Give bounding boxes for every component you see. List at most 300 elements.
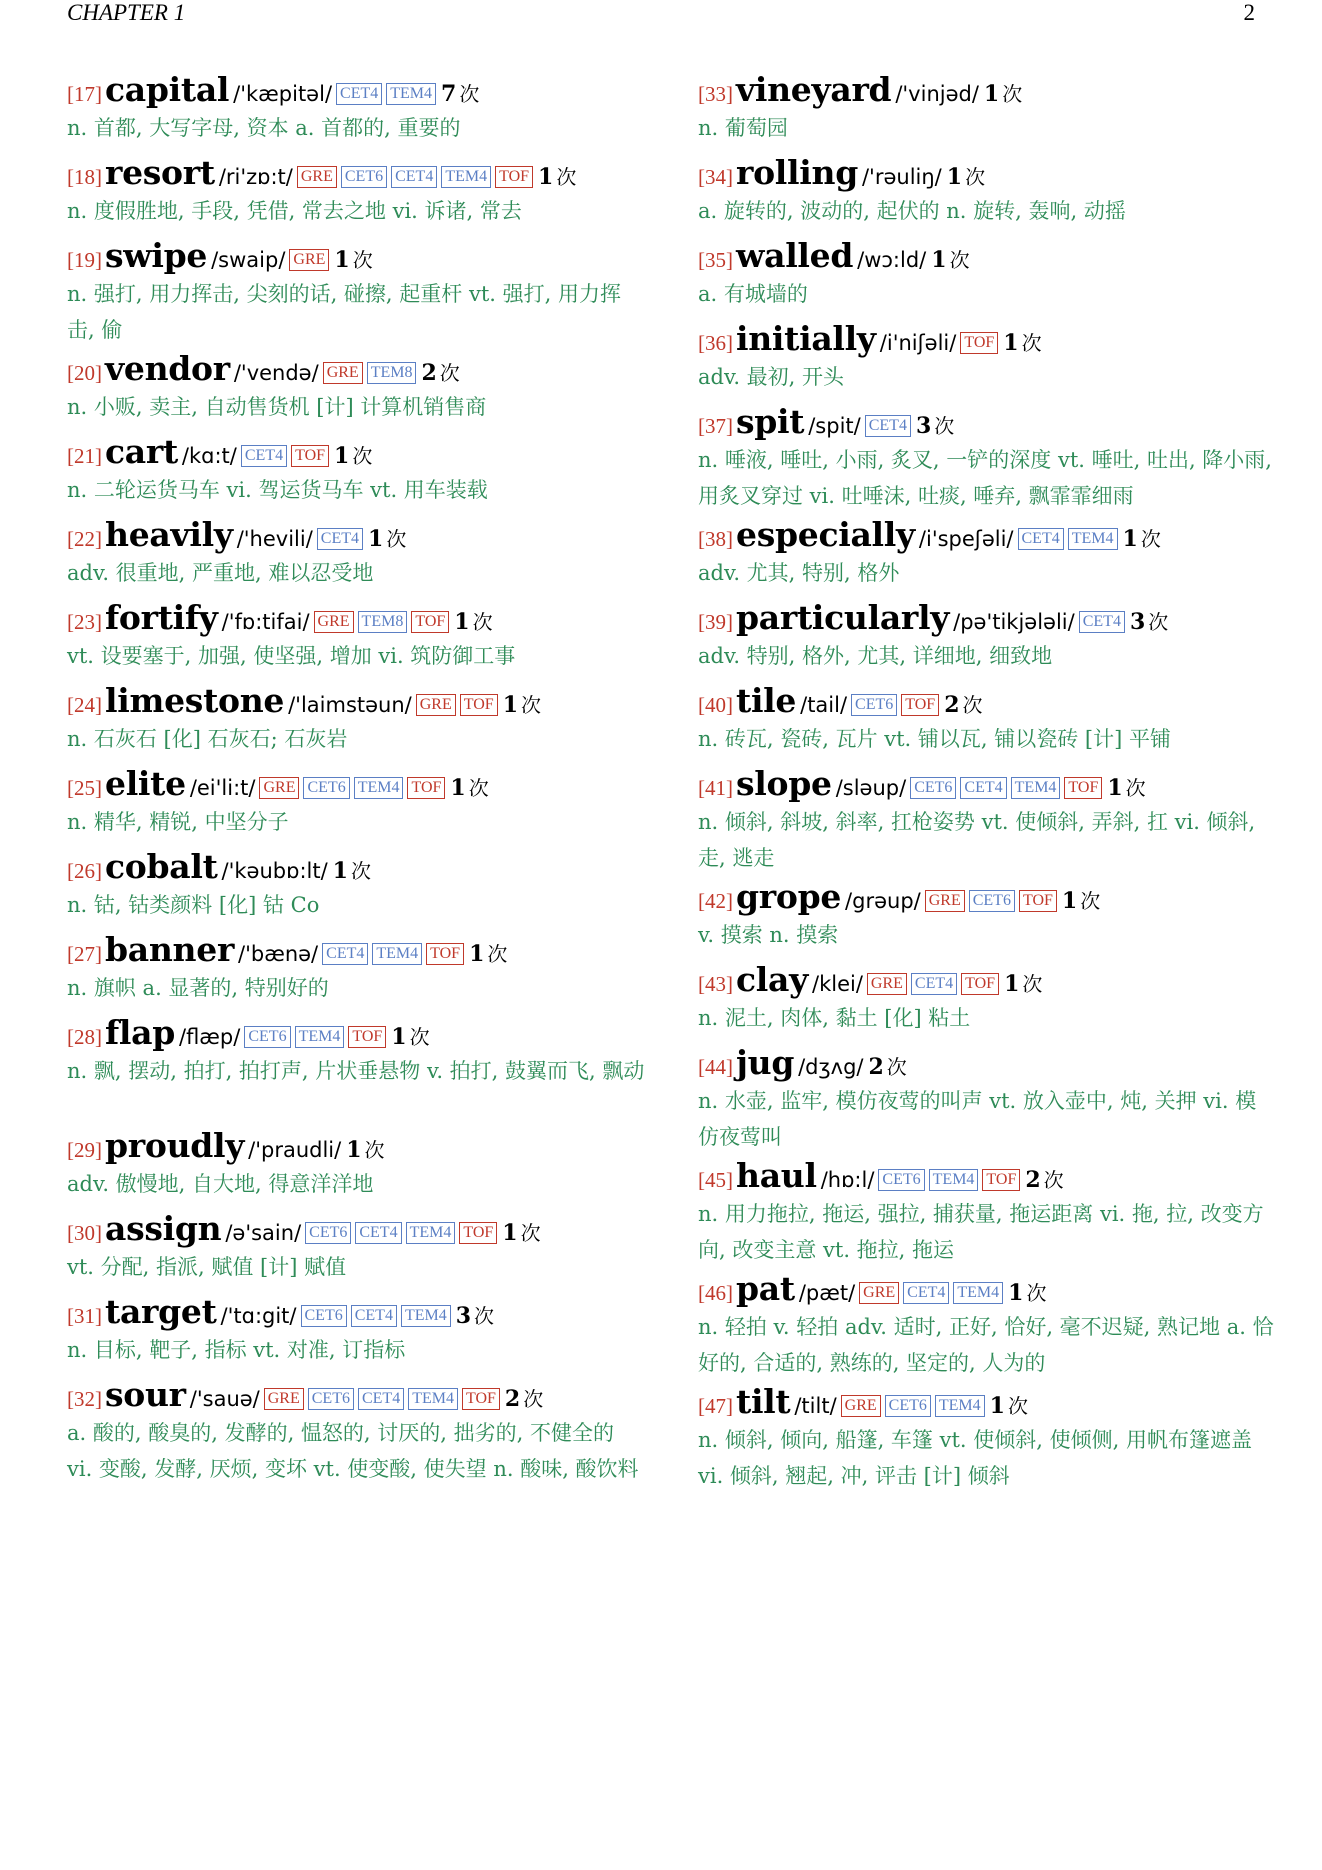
entry-definition: n. 倾斜, 倾向, 船篷, 车篷 vt. 使倾斜, 使倾侧, 用帆布篷遮盖 vi. 倾斜, 翘起, 冲, 评击 [计] 倾斜 xyxy=(698,1428,1252,1488)
vocab-entry xyxy=(698,764,1276,877)
exam-tag-badge: CET4 xyxy=(1018,528,1064,550)
exam-tag-badge: GRE xyxy=(289,249,329,271)
entry-count: 2 xyxy=(504,1386,521,1412)
entry-phonetic: /'kəubɒ:lt/ xyxy=(221,859,328,883)
vocab-entry xyxy=(698,1269,1276,1382)
entry-count: 2 xyxy=(1025,1167,1041,1193)
vocab-entry xyxy=(698,598,1276,681)
entry-index: [39] xyxy=(698,610,733,634)
times-label: 次 xyxy=(962,693,983,717)
vocab-entry xyxy=(67,153,645,236)
entry-index: [34] xyxy=(698,165,733,189)
times-label: 次 xyxy=(409,1025,430,1049)
entry-definition: n. 泥土, 肉体, 黏土 [化] 粘土 xyxy=(698,1006,971,1030)
exam-tag-badge: CET6 xyxy=(878,1169,924,1191)
vocab-entry xyxy=(67,764,645,847)
entry-count: 1 xyxy=(989,1393,1005,1419)
entry-phonetic: /'sauə/ xyxy=(189,1387,260,1411)
times-label: 次 xyxy=(1002,82,1023,106)
entry-phonetic: /'laimstəun/ xyxy=(288,693,412,717)
entry-definition: adv. 特别, 格外, 尤其, 详细地, 细致地 xyxy=(698,644,1053,668)
vocab-entry xyxy=(67,70,645,153)
entry-count: 1 xyxy=(502,692,518,718)
entry-definition: n. 砖瓦, 瓷砖, 瓦片 vt. 铺以瓦, 铺以瓷砖 [计] 平铺 xyxy=(698,727,1171,751)
entry-word: spit xyxy=(736,402,805,441)
times-label: 次 xyxy=(965,165,986,189)
exam-tag-badge: TEM4 xyxy=(401,1305,451,1327)
times-label: 次 xyxy=(520,1221,541,1245)
exam-tag-badge: TEM4 xyxy=(929,1169,979,1191)
entry-headline xyxy=(67,598,645,638)
exam-tag-badge: TOF xyxy=(407,777,445,799)
entry-index: [27] xyxy=(67,942,102,966)
exam-tag-badge: TOF xyxy=(460,694,498,716)
exam-tag-badge: TOF xyxy=(291,445,329,467)
entry-count: 1 xyxy=(334,443,350,469)
entry-phonetic: /klei/ xyxy=(812,972,863,996)
exam-tag-badge: TEM4 xyxy=(295,1026,345,1048)
entry-count: 1 xyxy=(469,941,485,967)
times-label: 次 xyxy=(523,1387,544,1411)
entry-count: 1 xyxy=(983,81,1000,107)
vocab-entry xyxy=(67,847,645,930)
exam-tag-badge: CET6 xyxy=(301,1305,347,1327)
exam-tag-badge: TEM4 xyxy=(406,1222,456,1244)
exam-tag-badge: TOF xyxy=(348,1026,386,1048)
entry-index: [41] xyxy=(698,776,733,800)
entry-index: [29] xyxy=(67,1138,102,1162)
entry-word: sour xyxy=(105,1375,186,1414)
vocab-entry xyxy=(67,432,645,515)
entry-phonetic: /grəup/ xyxy=(845,889,921,913)
entry-index: [43] xyxy=(698,972,733,996)
exam-tag-badge: TEM8 xyxy=(358,611,408,633)
entry-phonetic: /'praudli/ xyxy=(248,1138,342,1162)
exam-tag-badge: TEM4 xyxy=(1068,528,1118,550)
exam-tag-badge: CET6 xyxy=(851,694,897,716)
entry-word: tile xyxy=(736,681,797,720)
entry-definition: adv. 尤其, 特别, 格外 xyxy=(698,561,900,585)
entry-index: [38] xyxy=(698,527,733,551)
exam-tag-badge: CET4 xyxy=(903,1282,949,1304)
entry-word: jug xyxy=(736,1043,795,1082)
entry-index: [31] xyxy=(67,1304,102,1328)
entry-phonetic: /'bænə/ xyxy=(238,942,319,966)
entry-headline xyxy=(698,764,1276,804)
entry-count: 2 xyxy=(944,692,960,718)
exam-tag-badge: CET6 xyxy=(308,1388,354,1410)
vocab-entry xyxy=(698,402,1276,515)
entry-definition: n. 度假胜地, 手段, 凭借, 常去之地 vi. 诉诸, 常去 xyxy=(67,199,522,223)
entry-word: walled xyxy=(736,236,854,275)
entry-definition: adv. 很重地, 严重地, 难以忍受地 xyxy=(67,561,374,585)
vocab-entry xyxy=(698,681,1276,764)
exam-tag-badge: TOF xyxy=(426,943,464,965)
entry-headline xyxy=(67,153,645,193)
entry-word: initially xyxy=(736,319,876,358)
entry-phonetic: /'fɒ:tifai/ xyxy=(221,610,310,634)
entry-index: [32] xyxy=(67,1387,102,1411)
exam-tag-badge: TEM4 xyxy=(441,166,491,188)
entry-headline xyxy=(698,1043,1276,1083)
entry-headline xyxy=(67,930,645,970)
entry-headline xyxy=(698,1156,1276,1196)
entry-headline xyxy=(698,1382,1276,1422)
vocab-entry xyxy=(698,153,1276,236)
times-label: 次 xyxy=(487,942,508,966)
exam-tag-badge: CET6 xyxy=(244,1026,290,1048)
times-label: 次 xyxy=(1007,1394,1028,1418)
entry-phonetic: /ri'zɒ:t/ xyxy=(218,165,293,189)
vocab-entry xyxy=(698,515,1276,598)
exam-tag-badge: TOF xyxy=(901,694,939,716)
entry-word: tilt xyxy=(736,1382,791,1421)
times-label: 次 xyxy=(459,82,480,106)
entry-definition: n. 精华, 精锐, 中坚分子 xyxy=(67,810,289,834)
vocab-entry xyxy=(698,70,1276,153)
exam-tag-badge: TEM8 xyxy=(367,362,417,384)
entry-word: elite xyxy=(105,764,186,803)
exam-tag-badge: GRE xyxy=(259,777,299,799)
entry-index: [47] xyxy=(698,1394,733,1418)
entry-word: vendor xyxy=(105,349,230,388)
entry-index: [18] xyxy=(67,165,102,189)
exam-tag-badge: GRE xyxy=(925,890,965,912)
vocab-entry xyxy=(67,1013,645,1126)
exam-tag-badge: TOF xyxy=(960,332,998,354)
entry-headline xyxy=(67,349,645,389)
exam-tag-badge: TEM4 xyxy=(408,1388,458,1410)
entry-count: 1 xyxy=(332,858,348,884)
entry-headline xyxy=(698,877,1276,917)
entry-index: [17] xyxy=(67,82,102,106)
entry-index: [35] xyxy=(698,248,733,272)
entry-word: assign xyxy=(105,1209,222,1248)
exam-tag-badge: GRE xyxy=(323,362,363,384)
entry-headline xyxy=(67,681,645,721)
entry-definition: n. 轻拍 v. 轻拍 adv. 适时, 正好, 恰好, 毫不迟疑, 熟记地 a. 恰好的, 合适的, 熟练的, 坚定的, 人为的 xyxy=(698,1315,1274,1375)
exam-tag-badge: TOF xyxy=(961,973,999,995)
entry-word: slope xyxy=(736,764,832,803)
exam-tag-badge: GRE xyxy=(314,611,354,633)
entry-index: [21] xyxy=(67,444,102,468)
entry-index: [37] xyxy=(698,414,733,438)
entry-headline xyxy=(698,70,1276,110)
entry-headline xyxy=(67,1013,645,1053)
exam-tag-badge: TOF xyxy=(1064,777,1102,799)
exam-tag-badge: CET4 xyxy=(351,1305,397,1327)
entry-index: [45] xyxy=(698,1168,733,1192)
entry-phonetic: /ə'sain/ xyxy=(225,1221,302,1245)
entry-headline xyxy=(67,1126,645,1166)
entry-count: 1 xyxy=(502,1220,518,1246)
exam-tag-badge: TOF xyxy=(1019,890,1057,912)
vocab-entry xyxy=(698,960,1276,1043)
times-label: 次 xyxy=(1021,331,1042,355)
entry-phonetic: /'vinjəd/ xyxy=(895,82,979,106)
entry-count: 3 xyxy=(1129,609,1146,635)
exam-tag-badge: TOF xyxy=(411,611,449,633)
exam-tag-badge: CET4 xyxy=(865,415,911,437)
entry-word: fortify xyxy=(105,598,218,637)
entry-count: 1 xyxy=(931,247,947,273)
entry-count: 1 xyxy=(1107,775,1123,801)
entry-headline xyxy=(698,319,1276,359)
times-label: 次 xyxy=(352,248,373,272)
entry-headline xyxy=(67,1209,645,1249)
entry-count: 1 xyxy=(368,526,384,552)
entry-phonetic: /tail/ xyxy=(800,693,848,717)
exam-tag-badge: TEM4 xyxy=(354,777,404,799)
entry-definition: vt. 设要塞于, 加强, 使坚强, 增加 vi. 筑防御工事 xyxy=(67,644,516,668)
exam-tag-badge: GRE xyxy=(264,1388,304,1410)
entry-index: [42] xyxy=(698,889,733,913)
times-label: 次 xyxy=(350,859,371,883)
exam-tag-badge: TEM4 xyxy=(1011,777,1061,799)
times-label: 次 xyxy=(352,444,373,468)
entry-index: [28] xyxy=(67,1025,102,1049)
entry-definition: n. 用力拖拉, 拖运, 强拉, 捕获量, 拖运距离 vi. 拖, 拉, 改变方向, 改变主意 vt. 拖拉, 拖运 xyxy=(698,1202,1264,1262)
entry-headline xyxy=(698,598,1276,638)
exam-tag-badge: CET4 xyxy=(336,83,382,105)
entry-word: clay xyxy=(736,960,808,999)
entry-phonetic: /sləup/ xyxy=(835,776,907,800)
vocab-entry xyxy=(698,1382,1276,1502)
entry-headline xyxy=(67,236,645,276)
exam-tag-badge: CET4 xyxy=(355,1222,401,1244)
exam-tag-badge: TEM4 xyxy=(386,83,436,105)
vocab-entry xyxy=(67,1375,645,1525)
entry-word: flap xyxy=(105,1013,175,1052)
times-label: 次 xyxy=(886,1055,907,1079)
times-label: 次 xyxy=(386,527,407,551)
exam-tag-badge: TEM4 xyxy=(372,943,422,965)
entry-definition: a. 旋转的, 波动的, 起伏的 n. 旋转, 轰响, 动摇 xyxy=(698,199,1126,223)
entry-phonetic: /wɔ:ld/ xyxy=(857,248,927,272)
entry-word: especially xyxy=(736,515,915,554)
entry-definition: vt. 分配, 指派, 赋值 [计] 赋值 xyxy=(67,1255,347,1279)
times-label: 次 xyxy=(439,361,460,385)
entry-count: 1 xyxy=(1004,971,1020,997)
entry-headline xyxy=(67,432,645,472)
entry-index: [24] xyxy=(67,693,102,717)
entry-phonetic: /dʒʌg/ xyxy=(798,1055,864,1079)
entry-definition: n. 首都, 大写字母, 资本 a. 首都的, 重要的 xyxy=(67,116,461,140)
entry-definition: n. 钴, 钴类颜料 [化] 钴 Co xyxy=(67,893,320,917)
entry-headline xyxy=(698,515,1276,555)
vocab-entry xyxy=(67,349,645,432)
vocab-entry xyxy=(67,930,645,1013)
entry-definition: a. 酸的, 酸臭的, 发酵的, 愠怒的, 讨厌的, 拙劣的, 不健全的 vi. 变酸, 发酵, 厌烦, 变坏 vt. 使变酸, 使失望 n. 酸味, 酸饮料 xyxy=(67,1421,639,1481)
entry-definition: n. 倾斜, 斜坡, 斜率, 扛枪姿势 vt. 使倾斜, 弄斜, 扛 vi. 倾斜, 走, 逃走 xyxy=(698,810,1256,870)
entry-index: [30] xyxy=(67,1221,102,1245)
entry-index: [25] xyxy=(67,776,102,800)
exam-tag-badge: TOF xyxy=(982,1169,1020,1191)
times-label: 次 xyxy=(468,776,489,800)
exam-tag-badge: CET6 xyxy=(885,1395,931,1417)
exam-tag-badge: GRE xyxy=(297,166,337,188)
times-label: 次 xyxy=(1022,972,1043,996)
entry-count: 7 xyxy=(441,81,457,107)
entry-word: target xyxy=(105,1292,217,1331)
vocab-entry xyxy=(67,1209,645,1292)
entry-count: 1 xyxy=(391,1024,407,1050)
times-label: 次 xyxy=(934,414,955,438)
entry-definition: a. 有城墙的 xyxy=(698,282,808,306)
entry-word: vineyard xyxy=(736,70,892,109)
right-column xyxy=(698,70,1276,1502)
entry-phonetic: /swaip/ xyxy=(211,248,286,272)
entry-definition: n. 飘, 摆动, 拍打, 拍打声, 片状垂悬物 v. 拍打, 鼓翼而飞, 飘动 xyxy=(67,1059,645,1083)
entry-index: [20] xyxy=(67,361,102,385)
entry-definition: n. 目标, 靶子, 指标 vt. 对准, 订指标 xyxy=(67,1338,406,1362)
exam-tag-badge: CET4 xyxy=(960,777,1006,799)
entry-definition: n. 强打, 用力挥击, 尖刻的话, 碰擦, 起重杆 vt. 强打, 用力挥击, 偷 xyxy=(67,282,621,342)
entry-count: 1 xyxy=(346,1137,362,1163)
times-label: 次 xyxy=(474,1304,495,1328)
entry-phonetic: /kɑ:t/ xyxy=(181,444,237,468)
entry-phonetic: /'hevili/ xyxy=(236,527,313,551)
entry-index: [33] xyxy=(698,82,733,106)
entry-count: 3 xyxy=(455,1303,472,1329)
exam-tag-badge: TOF xyxy=(495,166,533,188)
entry-headline xyxy=(67,70,645,110)
entry-index: [44] xyxy=(698,1055,733,1079)
entry-word: heavily xyxy=(105,515,233,554)
entry-count: 2 xyxy=(421,360,437,386)
exam-tag-badge: CET6 xyxy=(910,777,956,799)
vocab-entry xyxy=(698,236,1276,319)
vocab-entry xyxy=(698,1043,1276,1156)
entry-phonetic: /ei'li:t/ xyxy=(189,776,256,800)
entry-definition: n. 水壶, 监牢, 模仿夜莺的叫声 vt. 放入壶中, 炖, 关押 vi. 模仿夜莺叫 xyxy=(698,1089,1257,1149)
exam-tag-badge: CET6 xyxy=(341,166,387,188)
exam-tag-badge: CET4 xyxy=(911,973,957,995)
page-header xyxy=(67,0,1255,30)
entry-word: proudly xyxy=(105,1126,245,1165)
entry-index: [19] xyxy=(67,248,102,272)
exam-tag-badge: GRE xyxy=(859,1282,899,1304)
entry-phonetic: /'kæpitəl/ xyxy=(233,82,333,106)
exam-tag-badge: TOF xyxy=(459,1222,497,1244)
entry-word: pat xyxy=(736,1269,795,1308)
entry-count: 2 xyxy=(868,1054,884,1080)
entry-phonetic: /tilt/ xyxy=(794,1394,837,1418)
chapter-title: CHAPTER 1 xyxy=(67,0,186,25)
entry-word: cobalt xyxy=(105,847,218,886)
entry-phonetic: /pæt/ xyxy=(798,1281,856,1305)
entry-definition: adv. 最初, 开头 xyxy=(698,365,845,389)
times-label: 次 xyxy=(521,693,541,717)
entry-headline xyxy=(698,402,1276,442)
vocab-entry xyxy=(67,598,645,681)
vocab-entry xyxy=(698,1156,1276,1269)
vocab-entry xyxy=(698,877,1276,960)
entry-word: limestone xyxy=(105,681,285,720)
entry-index: [22] xyxy=(67,527,102,551)
times-label: 次 xyxy=(1125,776,1146,800)
entry-headline xyxy=(698,681,1276,721)
entry-headline xyxy=(698,153,1276,193)
entry-definition: n. 石灰石 [化] 石灰石; 石灰岩 xyxy=(67,727,348,751)
exam-tag-badge: CET4 xyxy=(317,528,363,550)
entry-count: 3 xyxy=(915,413,932,439)
times-label: 次 xyxy=(1026,1281,1047,1305)
entry-phonetic: /spit/ xyxy=(808,414,861,438)
times-label: 次 xyxy=(1148,610,1169,634)
entry-count: 1 xyxy=(454,609,470,635)
entry-word: capital xyxy=(105,70,230,109)
times-label: 次 xyxy=(556,165,577,189)
exam-tag-badge: CET6 xyxy=(305,1222,351,1244)
exam-tag-badge: CET6 xyxy=(303,777,349,799)
entry-headline xyxy=(67,1292,645,1332)
vocab-entry xyxy=(67,681,645,764)
entry-count: 1 xyxy=(538,164,554,190)
exam-tag-badge: TOF xyxy=(462,1388,500,1410)
exam-tag-badge: TEM4 xyxy=(953,1282,1003,1304)
exam-tag-badge: TEM4 xyxy=(935,1395,985,1417)
entry-headline xyxy=(67,515,645,555)
entry-headline xyxy=(67,764,645,804)
vocab-entry xyxy=(67,236,645,349)
entry-word: particularly xyxy=(736,598,950,637)
entry-definition: n. 旗帜 a. 显著的, 特别好的 xyxy=(67,976,329,1000)
times-label: 次 xyxy=(1080,889,1101,913)
entry-count: 1 xyxy=(334,247,350,273)
exam-tag-badge: CET4 xyxy=(391,166,437,188)
entry-count: 1 xyxy=(450,775,466,801)
entry-phonetic: /flæp/ xyxy=(179,1025,241,1049)
vocab-entry xyxy=(67,1292,645,1375)
times-label: 次 xyxy=(949,248,970,272)
entry-count: 1 xyxy=(946,164,963,190)
entry-word: cart xyxy=(105,432,178,471)
times-label: 次 xyxy=(1140,527,1161,551)
entry-phonetic: /hɒ:l/ xyxy=(820,1168,875,1192)
vocab-entry xyxy=(67,1126,645,1209)
entry-headline xyxy=(67,1375,645,1415)
entry-index: [46] xyxy=(698,1281,733,1305)
entry-index: [36] xyxy=(698,331,733,355)
entry-phonetic: /'tɑ:git/ xyxy=(220,1304,297,1328)
entry-phonetic: /'vendə/ xyxy=(233,361,319,385)
entry-count: 1 xyxy=(1122,526,1138,552)
entry-headline xyxy=(698,960,1276,1000)
entry-definition: n. 葡萄园 xyxy=(698,116,788,140)
entry-headline xyxy=(67,847,645,887)
times-label: 次 xyxy=(364,1138,385,1162)
entry-index: [40] xyxy=(698,693,733,717)
entry-count: 1 xyxy=(1061,888,1078,914)
entry-phonetic: /i'speʃəli/ xyxy=(918,527,1014,551)
exam-tag-badge: CET4 xyxy=(322,943,368,965)
entry-headline xyxy=(698,236,1276,276)
entry-phonetic: /i'niʃəli/ xyxy=(879,331,957,355)
entry-phonetic: /'rəuliŋ/ xyxy=(861,165,942,189)
exam-tag-badge: CET4 xyxy=(358,1388,404,1410)
entry-definition: adv. 傲慢地, 自大地, 得意洋洋地 xyxy=(67,1172,374,1196)
entry-count: 1 xyxy=(1008,1280,1024,1306)
entry-definition: v. 摸索 n. 摸索 xyxy=(698,923,839,947)
vocab-entry xyxy=(67,515,645,598)
entry-definition: n. 唾液, 唾吐, 小雨, 炙叉, 一铲的深度 vt. 唾吐, 吐出, 降小雨, 用炙叉穿过 vi. 吐唾沫, 吐痰, 唾弃, 飘霏霏细雨 xyxy=(698,448,1272,508)
exam-tag-badge: CET6 xyxy=(969,890,1015,912)
exam-tag-badge: GRE xyxy=(841,1395,881,1417)
entry-word: haul xyxy=(736,1156,817,1195)
entry-index: [26] xyxy=(67,859,102,883)
entry-index: [23] xyxy=(67,610,102,634)
